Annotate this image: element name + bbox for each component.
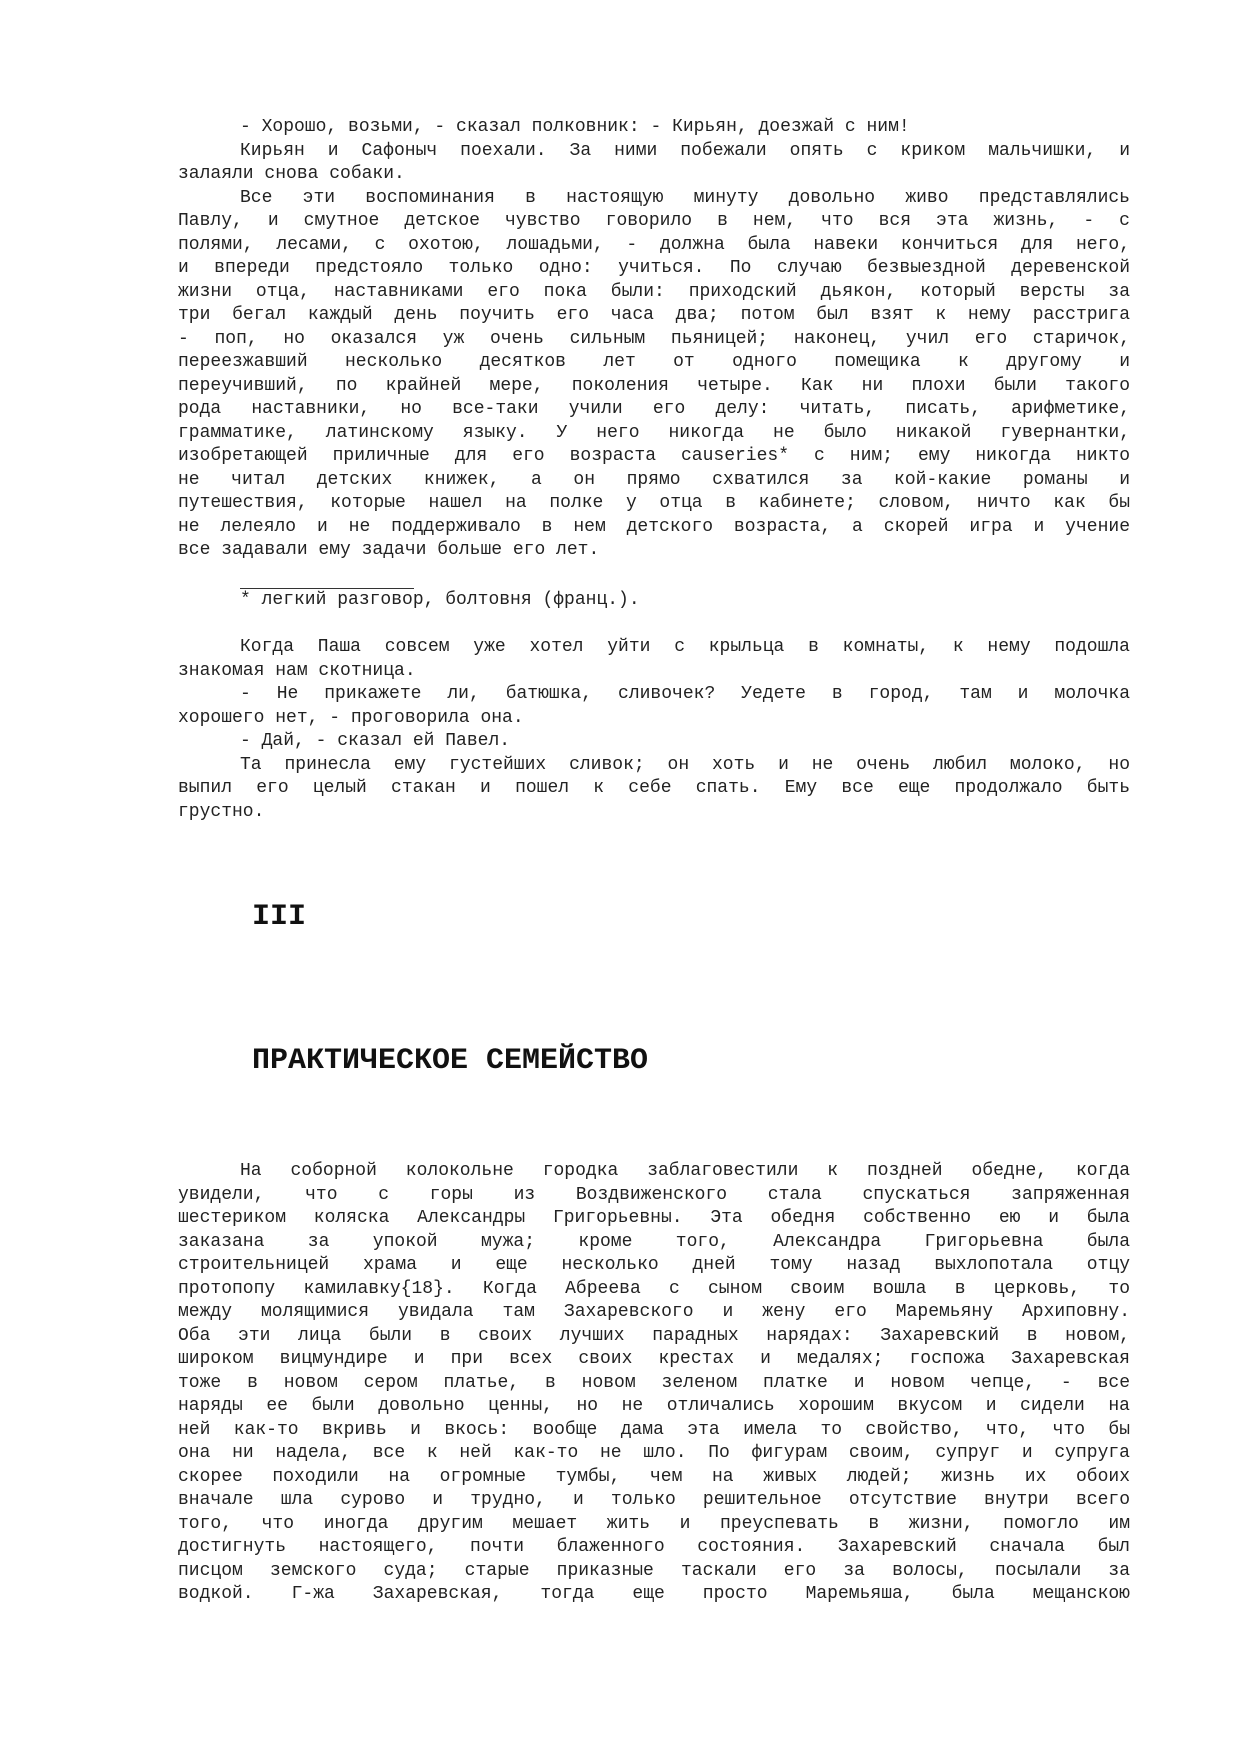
text-line: широком вицмундире и при всех своих крестах и медалях; госпожа Захаревская [178,1349,1130,1369]
section2-paragraphs [178,1160,1130,1607]
text-line: Та принесла ему густейших сливок; он хоть и не очень любил молоко, но [240,754,1130,775]
text-line: три бегал каждый день поучить его часа два; потом был взят к нему расстрига [178,305,1130,325]
text-line: Павлу, и смутное детское чувство говорило в нем, что вся эта жизнь, - с [178,211,1130,231]
text-line: Кирьян и Сафоныч поехали. За ними побежали опять с криком мальчишки, и [240,140,1130,161]
text-line: На соборной колокольне городка заблаговестили к поздней обедне, когда [240,1161,1130,1181]
text-line: грустно. [178,801,265,822]
text-line: Оба эти лица были в своих лучших парадных нарядах: Захаревский в новом, [178,1325,1130,1346]
text-line: - поп, но оказался уж очень сильным пьяницей; наконец, учил его старичок, [178,328,1130,349]
text-line: изобретающей приличные для его возраста causeries* с ним; ему никогда никто [178,446,1130,466]
text-line: не лелеяло и не поддерживало в нем детского возраста, а скорей игра и учение [178,516,1130,537]
text-line: переучивший, по крайней мере, поколения четыре. Как ни плохи были такого [178,375,1130,396]
text-block-top [178,116,1130,824]
text-line: она ни надела, все к ней как-то не шло. По фигурам своим, супруг и супруга [178,1443,1130,1463]
text-line: Когда Паша совсем уже хотел уйти с крыльца в комнаты, к нему подошла [240,637,1130,657]
text-line: того, что иногда другим мешает жить и преуспевать в жизни, помогло им [178,1513,1130,1534]
text-line: водкой. Г-жа Захаревская, тогда еще просто Маремьяша, была мещанскою [178,1584,1130,1604]
text-line: и впереди предстояло только одно: учиться. По случаю безвыездной деревенской [178,258,1130,278]
spacer [178,563,1130,587]
text-line: увидели, что с горы из Воздвиженского стала спускаться запряженная [178,1184,1130,1205]
section1-paragraphs-2 [178,636,1130,824]
text-line: переезжавший несколько десятков лет от одного помещика к другому и [178,352,1130,372]
text-line: жизни отца, наставниками его пока были: приходский дьякон, который версты за [178,281,1130,302]
chapter-title: ПРАКТИЧЕСКОЕ СЕМЕЙСТВО [252,1044,649,1078]
text-line: ней как-то вкривь и вкось: вообще дама эта имела то свойство, что, что бы [178,1419,1130,1440]
text-line: грамматике, латинскому языку. У него никогда не было никакой гувернантки, [178,422,1130,443]
text-line: не читал детских книжек, а он прямо схватился за кой-какие романы и [178,469,1130,490]
text-line: - Дай, - сказал ей Павел. [240,731,511,751]
text-line: Все эти воспоминания в настоящую минуту довольно живо представлялись [240,187,1130,208]
chapter-number: III [252,900,307,934]
section1-paragraphs [178,116,1130,563]
text-line: скорее походили на огромные тумбы, чем на живых людей; жизнь их обоих [178,1466,1130,1487]
text-line: шестериком коляска Александры Григорьевны. Эта обедня собственно ею и была [178,1208,1130,1228]
text-line: полями, лесами, с охотою, лошадьми, - должна была навеки кончиться для него, [178,234,1130,255]
text-line: между молящимися увидала там Захаревского и жену его Маремьяну Архиповну. [178,1302,1130,1322]
text-line: залаяли снова собаки. [178,164,405,184]
text-line: выпил его целый стакан и пошел к себе спать. Ему все еще продолжало быть [178,778,1130,798]
text-line: - Хорошо, возьми, - сказал полковник: - Кирьян, доезжай с ним! [240,117,910,137]
text-line: протопопу камилавку{18}. Когда Абреева с сыном своим вошла в церковь, то [178,1278,1130,1299]
footnote: * легкий разговор, болтовня (франц.). [240,590,640,610]
spacer [178,613,1130,637]
text-line: знакомая нам скотница. [178,660,416,681]
text-line: тоже в новом сером платье, в новом зеленом платке и новом чепце, - все [178,1372,1130,1393]
text-line: рода наставники, но все-таки учили его делу: читать, писать, арифметике, [178,399,1130,419]
text-line: путешествия, которые нашел на полке у отца в кабинете; словом, ничто как бы [178,493,1130,513]
text-line: наряды ее были довольно ценны, но не отличались хорошим вкусом и сидели на [178,1396,1130,1416]
text-line: заказана за упокой мужа; кроме того, Александра Григорьевна была [178,1231,1130,1252]
text-line: писцом земского суда; старые приказные таскали его за волосы, посылали за [178,1560,1130,1581]
text-line: достигнуть настоящего, почти блаженного состояния. Захаревский сначала был [178,1537,1130,1557]
text-line: - Не прикажете ли, батюшка, сливочек? Уедете в город, там и молочка [240,684,1130,704]
text-line: вначале шла сурово и трудно, и только решительное отсутствие внутри всего [178,1490,1130,1510]
text-line: строительницей храма и еще несколько дней тому назад выхлопотала отцу [178,1255,1130,1275]
text-line: хорошего нет, - проговорила она. [178,707,524,728]
text-line: все задавали ему задачи больше его лет. [178,540,600,560]
